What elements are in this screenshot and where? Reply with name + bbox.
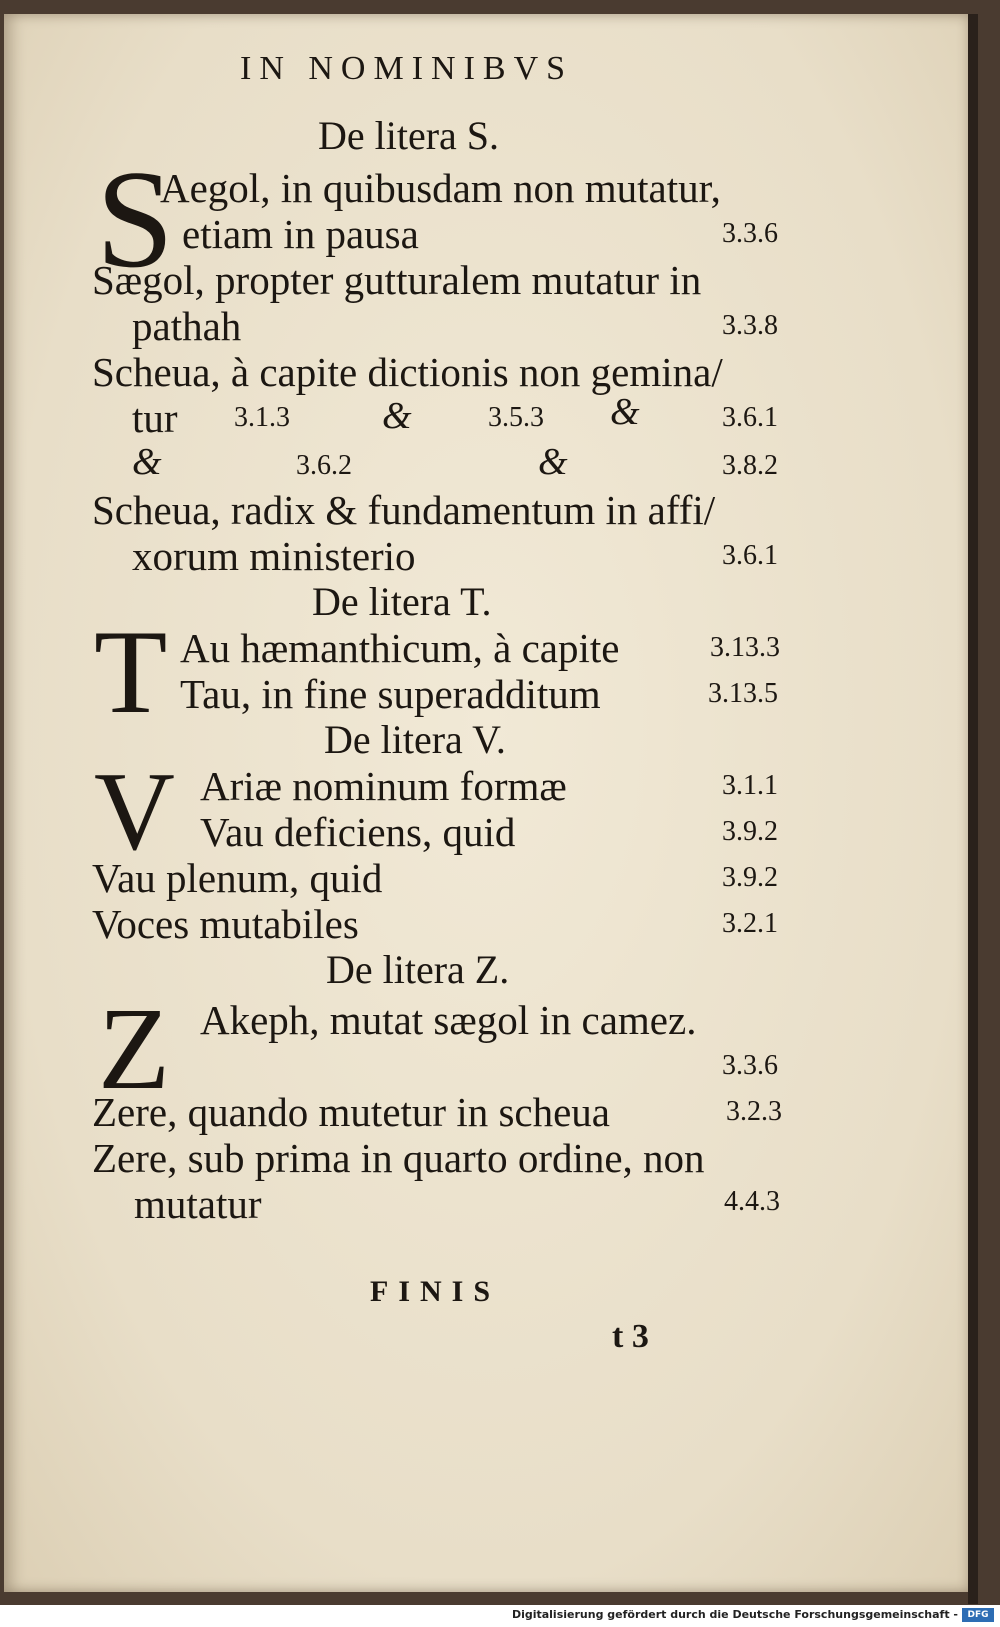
- entry-s4-ref: 3.6.1: [722, 540, 778, 571]
- entry-z2-ref: 3.2.3: [726, 1096, 782, 1127]
- entry-z3-line1: Zere, sub prima in quarto ordine, non: [92, 1135, 705, 1181]
- entry-v2-ref: 3.9.2: [722, 816, 778, 847]
- entry-v4-text: Voces mutabiles: [92, 901, 359, 947]
- entry-t1-text: Au hæmanthicum, à capite: [180, 625, 620, 671]
- entry-z3-line2: mutatur: [134, 1181, 262, 1227]
- section-heading-s: De litera S.: [318, 113, 500, 158]
- ampersand: &: [538, 441, 568, 483]
- entry-s2-line2: pathah: [132, 303, 242, 349]
- entry-s3-ref3: 3.6.1: [722, 402, 778, 433]
- dropcap-t: T: [94, 605, 168, 738]
- ampersand: &: [610, 391, 640, 433]
- entry-t2-ref: 3.13.5: [708, 678, 778, 709]
- entry-s1-line1: Aegol, in quibusdam non mutatur,: [160, 165, 721, 211]
- entry-v1-ref: 3.1.1: [722, 770, 778, 801]
- page-edge: [968, 14, 978, 1604]
- entry-s2-line1: Sægol, propter gutturalem mutatur in: [92, 257, 702, 303]
- entry-s1-line2: etiam in pausa: [182, 211, 419, 257]
- entry-v4-ref: 3.2.1: [722, 908, 778, 939]
- entry-v3-ref: 3.9.2: [722, 862, 778, 893]
- entry-z1-text: Akeph, mutat sægol in camez.: [200, 997, 697, 1043]
- entry-v3-text: Vau plenum, quid: [92, 855, 383, 901]
- entry-s4-line1: Scheua, radix & fundamentum in affi/: [92, 487, 716, 533]
- ampersand: &: [382, 395, 412, 437]
- entry-t2-text: Tau, in fine superadditum: [180, 671, 601, 717]
- entry-v2-text: Vau deficiens, quid: [200, 809, 516, 855]
- section-heading-z: De litera Z.: [326, 947, 510, 992]
- entry-s3-ref1: 3.1.3: [234, 402, 290, 433]
- entry-z1-ref: 3.3.6: [722, 1050, 778, 1081]
- entry-s1-ref: 3.3.6: [722, 218, 778, 249]
- entry-s3-ref5: 3.8.2: [722, 450, 778, 481]
- entry-s3-line1: Scheua, à capite dictionis non gemina/: [92, 349, 723, 395]
- entry-s3-ref4: 3.6.2: [296, 450, 352, 481]
- dropcap-s: S: [96, 142, 174, 297]
- footer-credit: Digitalisierung gefördert durch die Deutsche Forschungsgemeinschaft -: [511, 1608, 958, 1621]
- entry-v1-text: Ariæ nominum formæ: [200, 763, 567, 809]
- ampersand: &: [132, 441, 162, 483]
- entry-z2-text: Zere, quando mutetur in scheua: [92, 1089, 611, 1135]
- finis-label: FINIS: [370, 1275, 501, 1308]
- entry-s3-line2: tur: [132, 395, 178, 441]
- section-heading-t: De litera T.: [312, 579, 492, 624]
- dfg-logo: DFG: [962, 1608, 994, 1622]
- dropcap-z: Z: [98, 983, 171, 1114]
- entry-z3-ref: 4.4.3: [724, 1186, 780, 1217]
- section-heading-v: De litera V.: [324, 717, 506, 762]
- dropcap-v: V: [94, 750, 175, 874]
- signature-mark: t 3: [612, 1318, 649, 1355]
- running-head: IN NOMINIBVS: [240, 50, 574, 87]
- entry-s2-ref: 3.3.8: [722, 310, 778, 341]
- entry-s4-line2: xorum ministerio: [132, 533, 416, 579]
- entry-s3-ref2: 3.5.3: [488, 402, 544, 433]
- entry-t1-ref: 3.13.3: [710, 632, 780, 663]
